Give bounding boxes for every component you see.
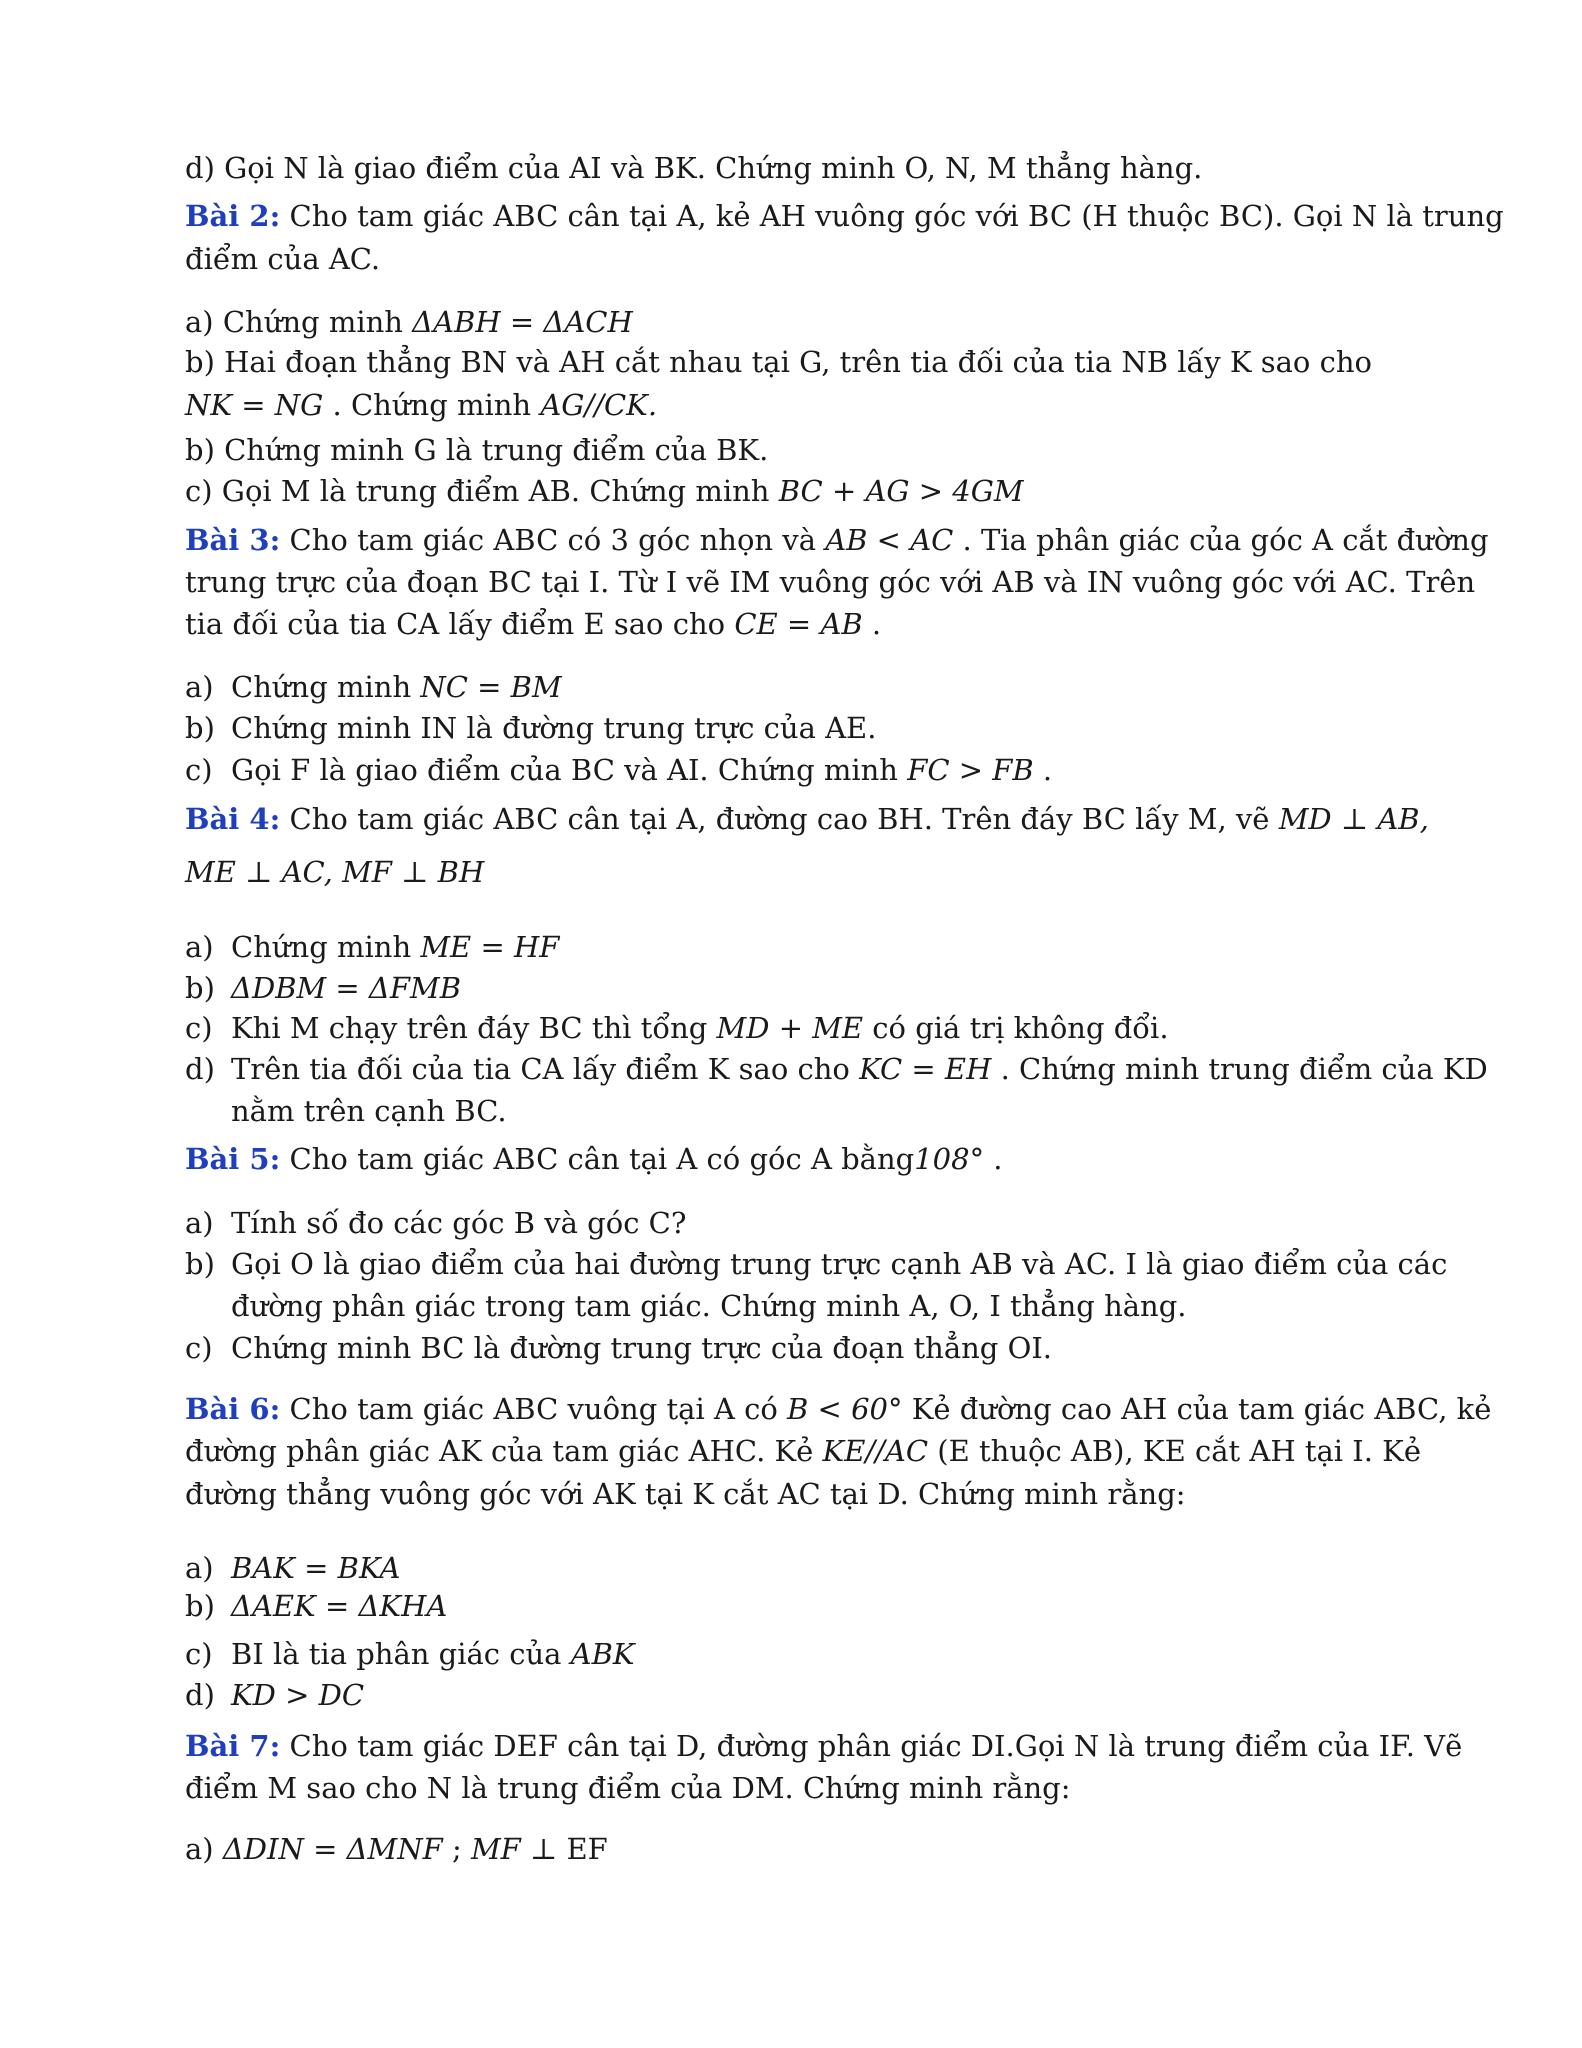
line-28: đường phân giác AK của tam giác AHC. Kẻ KE//AC (E thuộc AB), KE cắt AH tại I. Kẻ	[185, 1434, 1421, 1468]
math-expression: ΔABH = ΔACH	[412, 305, 633, 339]
math-expression: BAK = BKA	[231, 1551, 401, 1585]
line-1: d) Gọi N là giao điểm của AI và BK. Chứng minh O, N, M thẳng hàng.	[185, 151, 1203, 185]
line-16	[185, 855, 485, 889]
line-7: b) Chứng minh G là trung điểm của BK.	[185, 433, 769, 467]
line-36: a) ΔDIN = ΔMNF ; MF ⊥ EF	[185, 1832, 608, 1866]
line-10: trung trực của đoạn BC tại I. Từ I vẽ IM vuông góc với AB và IN vuông góc với AC. Trên	[185, 565, 1476, 599]
math-expression: KE//AC	[822, 1434, 929, 1468]
math-expression: ME = HF	[420, 930, 560, 964]
math-expression: ΔAEK = ΔKHA	[231, 1589, 448, 1623]
list-item-continuation: đường phân giác trong tam giác. Chứng minh A, O, I thẳng hàng.	[231, 1289, 1187, 1323]
math-expression: ME ⊥ AC, MF ⊥ BH	[185, 855, 485, 889]
exercise-heading: Bài 5:	[185, 1142, 281, 1176]
math-expression: FC > FB	[907, 753, 1034, 787]
exercise-heading: Bài 7:	[185, 1729, 281, 1763]
line-34: Bài 7: Cho tam giác DEF cân tại D, đường phân giác DI.Gọi N là trung điểm của IF. Vẽ	[185, 1729, 1463, 1763]
list-item-continuation: nằm trên cạnh BC.	[231, 1094, 507, 1128]
math-expression: 108°	[914, 1142, 985, 1176]
exercise-heading: Bài 6:	[185, 1392, 281, 1426]
line-6: NK = NG . Chứng minh AG//CK.	[185, 388, 658, 422]
exercise-heading: Bài 3:	[185, 523, 281, 557]
line-5: b) Hai đoạn thẳng BN và AH cắt nhau tại G, trên tia đối của tia NB lấy K sao cho	[185, 345, 1372, 379]
line-15: Bài 4: Cho tam giác ABC cân tại A, đường cao BH. Trên đáy BC lấy M, vẽ MD ⊥ AB,	[185, 802, 1429, 836]
exercise-heading: Bài 2:	[185, 199, 281, 233]
math-expression: KC = EH	[859, 1052, 992, 1086]
math-expression: B < 60°	[787, 1392, 903, 1426]
math-expression: AG//CK.	[540, 388, 658, 422]
line-2: Bài 2: Cho tam giác ABC cân tại A, kẻ AH vuông góc với BC (H thuộc BC). Gọi N là trung	[185, 199, 1504, 233]
exercise-heading: Bài 4:	[185, 802, 281, 836]
line-35: điểm M sao cho N là trung điểm của DM. Chứng minh rằng:	[185, 1771, 1071, 1805]
math-expression: KD > DC	[231, 1678, 365, 1712]
line-22: Bài 5: Cho tam giác ABC cân tại A có góc A bằng108° .	[185, 1142, 1003, 1176]
math-expression: CE = AB	[734, 607, 863, 641]
math-expression: NK = NG	[185, 388, 324, 422]
math-expression: ABK	[570, 1637, 635, 1671]
math-expression: MD ⊥ AB,	[1278, 802, 1429, 836]
line-4: a) Chứng minh ΔABH = ΔACH	[185, 305, 633, 339]
line-9: Bài 3: Cho tam giác ABC có 3 góc nhọn và AB < AC . Tia phân giác của góc A cắt đường	[185, 523, 1489, 557]
math-expression: MF ⊥	[470, 1832, 558, 1866]
math-expression: NC = BM	[420, 670, 562, 704]
math-expression: ΔDIN = ΔMNF	[222, 1832, 443, 1866]
line-8: c) Gọi M là trung điểm AB. Chứng minh BC + AG > 4GM	[185, 474, 1024, 508]
line-11: tia đối của tia CA lấy điểm E sao cho CE = AB .	[185, 607, 882, 641]
math-expression: ΔDBM = ΔFMB	[231, 971, 462, 1005]
document-page: d) Gọi N là giao điểm của AI và BK. Chứng minh O, N, M thẳng hàng. Bài 2: Cho tam giác ABC cân tại A, kẻ AH vuông góc với BC (H thuộc BC). Gọi N là trung điểm của AC. a) Chứng minh ΔABH = ΔACH b) Hai đoạn thẳng BN và AH cắt nhau tại G, trên tia đối của tia NB lấy K sao cho NK = NG . Chứng minh AG//CK. b) Chứng minh G là trung điểm của BK. c) Gọi M là trung điểm AB. Chứng minh BC + AG > 4GM Bài 3: Cho tam giác ABC có 3 góc nhọn và AB < AC . Tia phân giác của góc A cắt đường trung trực của đoạn BC tại I. Từ I vẽ IM vuông góc với AB và IN vuông góc với AC. Trên tia đối của tia CA lấy điểm E sao cho CE = AB . a) Chứng minh NC = BM b) Chứng minh IN là đường trung trực của AE. c) Gọi F là giao điểm của BC và AI. Chứng minh FC > FB . Bài 4: Cho tam giác ABC cân tại A, đường cao BH. Trên đáy BC lấy M, vẽ MD ⊥ AB, ME ⊥ AC, MF ⊥ BH a) Chứng minh ME = HF b) ΔDBM = ΔFMB c) Khi M chạy trên đáy BC thì tổng MD + ME có giá trị không đổi. d) Trên tia đối của tia CA lấy điểm K sao cho KC = EH . Chứng minh trung điểm của KD nằm trên cạnh BC. Bài 5: Cho tam giác ABC cân tại A có góc A bằng108° . a) Tính số đo các góc B và góc C? b) Gọi O là giao điểm của hai đường trung trực cạnh AB và AC. I là giao điểm của các đường phân giác trong tam giác. Chứng minh A, O, I thẳng hàng. c) Chứng minh BC là đường trung trực của đoạn thẳng OI. Bài 6: Cho tam giác ABC vuông tại A có B < 60° Kẻ đường cao AH của tam giác ABC, kẻ đường phân giác AK của tam giác AHC. Kẻ KE//AC (E thuộc AB), KE cắt AH tại I. Kẻ đường thẳng vuông góc với AK tại K cắt AC tại D. Chứng minh rằng: a) BAK = BKA b) ΔAEK = ΔKHA c) BI là tia phân giác của ABK d) KD > DC Bài 7: Cho tam giác DEF cân tại D, đường phân giác DI.Gọi N là trung điểm của IF. Vẽ điểm M sao cho N là trung điểm của DM. Chứng minh rằng: a) ΔDIN = ΔMNF ; MF ⊥ EF	[185, 151, 1504, 1866]
line-3: điểm của AC.	[185, 242, 381, 276]
math-expression: BC + AG > 4GM	[778, 474, 1024, 508]
line-29: đường thẳng vuông góc với AK tại K cắt AC tại D. Chứng minh rằng:	[185, 1477, 1186, 1511]
math-expression: MD + ME	[716, 1011, 864, 1045]
math-expression: AB < AC	[825, 523, 954, 557]
line-27: Bài 6: Cho tam giác ABC vuông tại A có B < 60° Kẻ đường cao AH của tam giác ABC, kẻ	[185, 1392, 1492, 1426]
